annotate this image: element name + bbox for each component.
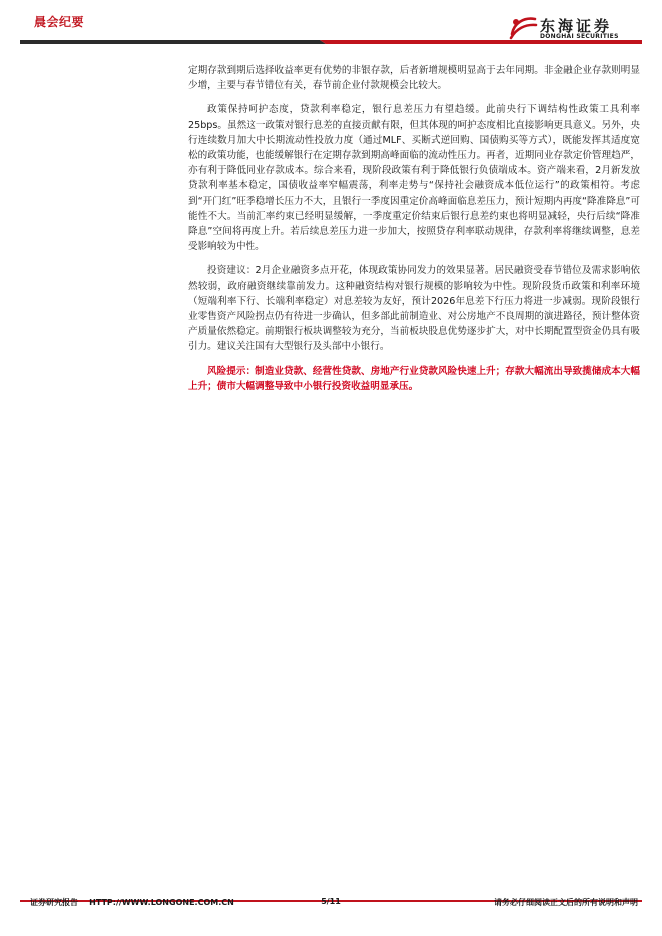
- footer-source-link[interactable]: 证券研究报告 HTTP://WWW.LONGONE.COM.CN: [30, 898, 234, 907]
- logo-emblem-icon: [508, 14, 538, 40]
- logo-name-cn: 东海证券: [540, 17, 613, 35]
- logo-name-en: DONGHAI SECURITIES: [540, 33, 619, 40]
- company-logo: [508, 14, 648, 40]
- header-divider: [20, 39, 642, 45]
- paragraph-deposits: 定期存款到期后选择收益率更有优势的非银存款，后者新增规模明显高于去年同期。非金融企业存款则明显少增，主要与春节错位有关，春节前企业付款规模会比较大。: [188, 65, 640, 92]
- paragraph-risk-warning: 风险提示：制造业贷款、经营性贷款、房地产行业贷款风险快速上升；存款大幅流出导致揽储成本大幅上升；债市大幅调整导致中小银行投资收益明显承压。: [188, 365, 640, 392]
- article-body: [188, 63, 640, 403]
- footer-divider: [20, 888, 642, 891]
- report-type-title: 晨会纪要: [34, 15, 85, 29]
- footer-disclaimer: 请务必仔细阅读正文后的所有说明和声明: [494, 898, 638, 907]
- paragraph-policy: 政策保持呵护态度，贷款利率稳定，银行息差压力有望趋缓。此前央行下调结构性政策工具利率25bps。虽然这一政策对银行息差的直接贡献有限，但其体现的呵护态度相比直接影响更具意义。另外，央行连续数月加大中长期流动性投放力度（通过MLF、买断式逆回购、国债购买等方式），既能发挥其适度宽松的政策功能，也能缓解银行在定期存款到期高峰面临的流动性压力。再者，近期同业存款定价管理趋严，亦有利于降低同业存款成本。综合来看，现阶段政策有利于降低银行负债端成本。资产端来看，2月新发放贷款利率基本稳定，国债收益率窄幅震荡，利率走势与“保持社会融资成本低位运行”的政策相符。考虑到“开门红”旺季稳增长压力不大，且银行一季度因重定价高峰面临息差压力，预计短期内再度“降准降息”可能性不大。当前汇率约束已经明显缓解，一季度重定价结束后银行息差约束也将明显减轻，央行后续“降准降息”空间将再度上升。若后续息差压力进一步加大，按照贷存利率联动规律，存款利率将继续调整，息差受影响较为中性。: [188, 104, 640, 253]
- paragraph-investment-advice: 投资建议：2月企业融资多点开花，体现政策协同发力的效果显著。居民融资受春节错位及需求影响依然较弱，政府融资继续靠前发力。这种融资结构对银行规模的影响较为中性。现阶段货币政策和利率环境（短端利率下行、长端利率稳定）对息差较为友好，预计2026年息差下行压力将进一步减弱。现阶段银行业零售资产风险拐点仍有待进一步确认，但多部此前制造业、对公房地产不良周期的演进路径，预计整体资产质量依然稳定。前期银行板块调整较为充分，当前板块股息优势逐步扩大，对中长期配置型资金仍具有吸引力。建议关注国有大型银行及头部中小银行。: [188, 265, 640, 353]
- footer-page-number: 5/11: [321, 897, 341, 906]
